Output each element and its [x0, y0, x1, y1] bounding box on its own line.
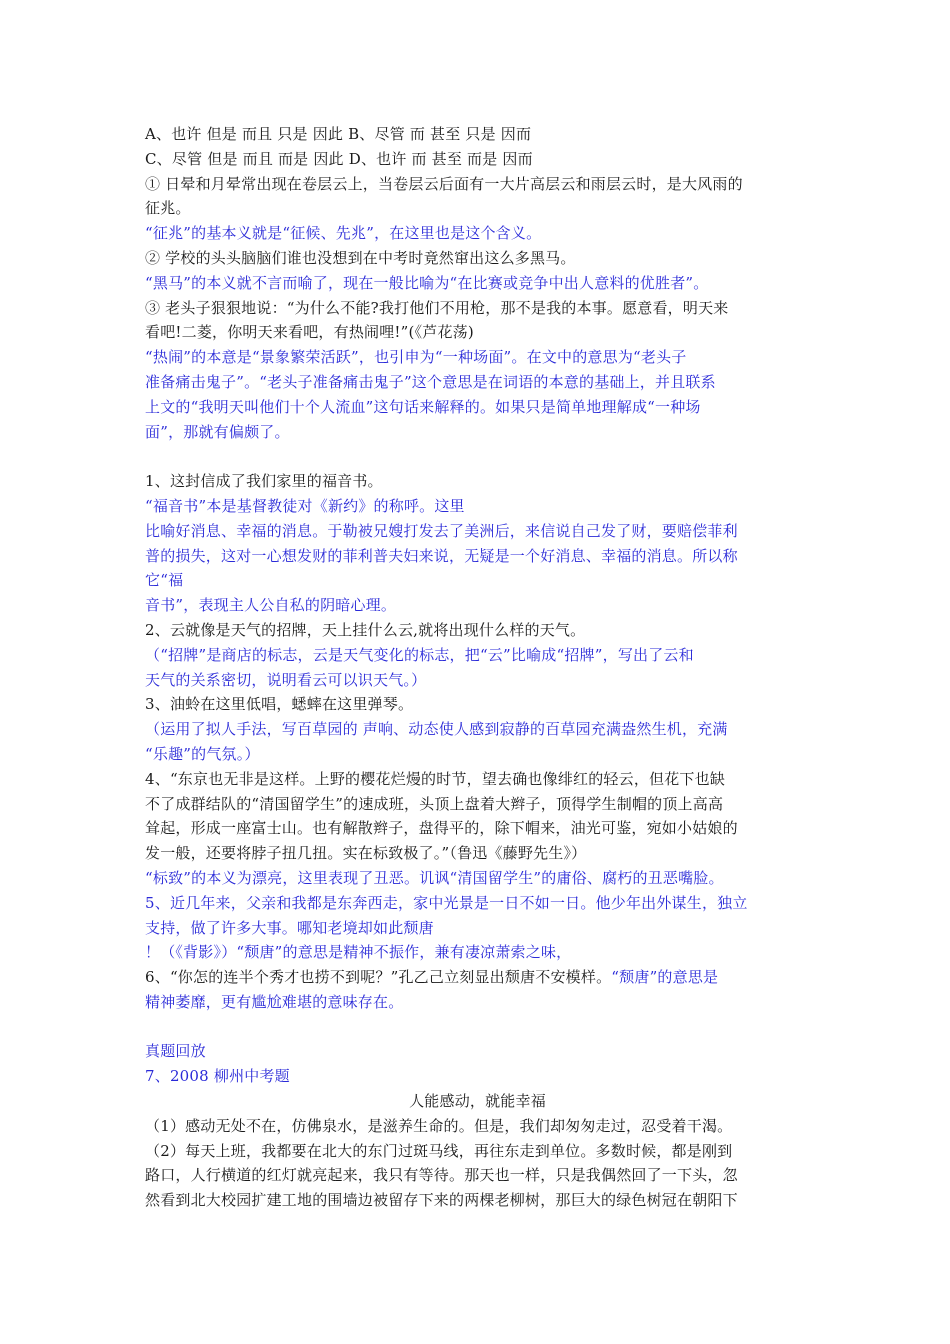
text-line: “热闹”的本意是“景象繁荣活跃”，也引申为“一种场面”。在文中的意思为“老头子 [145, 348, 687, 367]
text-line: A、也许 但是 而且 只是 因此 B、尽管 而 甚至 只是 因而 [145, 125, 532, 143]
text-line [145, 965, 810, 990]
text-line: 精神萎靡，更有尴尬难堪的意味存在。 [145, 992, 404, 1011]
blank-line [145, 444, 810, 469]
text-line: “乐趣”的气氛。） [145, 744, 260, 763]
text-line: 看吧!二菱，你明天来看吧，有热闹哩!”(《芦花荡) [145, 323, 474, 342]
text-line: 路口，人行横道的红灯就亮起来，我只有等待。那天也一样，只是我偶然回了一下头，忽 [145, 1166, 738, 1185]
text-line: 支持，做了许多大事。哪知老境却如此颓唐 [145, 918, 434, 937]
text-line: ③ 老头子狠狠地说：“为什么不能?我打他们不用枪，那不是我的本事。愿意看，明天来 [145, 298, 729, 317]
text-line: 音书”，表现主人公自私的阴暗心理。 [145, 596, 397, 615]
text-line: 上文的“我明天叫他们十个人流血”这句话来解释的。如果只是简单地理解成“一种场 [145, 397, 701, 416]
text-line: （“招牌”是商店的标志，云是天气变化的标志，把“云”比喻成“招牌”，写出了云和 [145, 645, 694, 664]
text-line: 面”，那就有偏颇了。 [145, 422, 290, 441]
text-line: 4、“东京也无非是这样。上野的樱花烂熳的时节，望去确也像绯红的轻云，但花下也缺 [145, 769, 726, 788]
blank-line [145, 1015, 810, 1040]
text-line: （运用了拟人手法，写百草园的 声响、动态使人感到寂静的百草园充满盎然生机，充满 [145, 720, 728, 739]
text-line: 征兆。 [145, 199, 191, 218]
text-line: “标致”的本义为漂亮，这里表现了丑恶。讥讽“清国留学生”的庸俗、腐朽的丑恶嘴脸。 [145, 868, 724, 887]
text-line: 比喻好消息、幸福的消息。于勒被兄嫂打发去了美洲后，来信说自己发了财，要赔偿菲利 [145, 521, 738, 540]
text-line: 7、2008 柳州中考题 [145, 1067, 290, 1086]
text-line: 真题回放 [145, 1042, 206, 1061]
text-line: 不了成群结队的“清国留学生”的速成班，头顶上盘着大辫子，顶得学生制帽的顶上高高 [145, 794, 724, 813]
text-line: C、尽管 但是 而且 而是 因此 D、也许 而 甚至 而是 因而 [145, 149, 533, 168]
text-line: ！（《背影》）“颓唐”的意思是精神不振作，兼有凄凉萧索之味， [145, 943, 572, 962]
text-line: “黑马”的本义就不言而喻了，现在一般比喻为“在比赛或竞争中出人意料的优胜者”。 [145, 273, 709, 292]
text-line: 然看到北大校园扩建工地的围墙边被留存下来的两棵老柳树，那巨大的绿色树冠在朝阳下 [145, 1191, 738, 1210]
text-line: 它“福 [145, 571, 184, 590]
text-line: 耸起，形成一座富士山。也有解散辫子，盘得平的，除下帽来，油光可鉴，宛如小姑娘的 [145, 819, 738, 838]
article-title: 人能感动，就能幸福 [409, 1092, 546, 1111]
text-line: 5、近几年来，父亲和我都是东奔西走，家中光景是一日不如一日。他少年出外谋生，独立 [145, 893, 748, 912]
text-line: 天气的关系密切，说明看云可以识天气。） [145, 670, 427, 689]
text-line: （2）每天上班，我都要在北大的东门过斑马线，再往东走到单位。多数时候，都是刚到 [145, 1141, 733, 1160]
text-line: ① 日晕和月晕常出现在卷层云上，当卷层云后面有一大片高层云和雨层云时，是大风雨的 [145, 174, 743, 193]
text-line: 发一般，还要将脖子扭几扭。实在标致极了。”（鲁迅《藤野先生》） [145, 844, 587, 863]
text-line: “征兆”的基本义就是“征候、先兆”，在这里也是这个含义。 [145, 224, 542, 243]
answer-segment: “颓唐”的意思是 [611, 968, 719, 987]
text-line: 准备痛击鬼子”。“老头子准备痛击鬼子”这个意思是在词语的本意的基础上，并且联系 [145, 372, 716, 391]
text-segment: 6、“你怎的连半个秀才也捞不到呢？”孔乙己立刻显出颓唐不安模样。 [145, 968, 612, 987]
text-line: 1、这封信成了我们家里的福音书。 [145, 472, 383, 491]
text-line: （1）感动无处不在，仿佛泉水，是滋养生命的。但是，我们却匆匆走过，忍受着干渴。 [145, 1116, 733, 1135]
document-page [145, 122, 810, 1213]
text-line: ② 学校的头头脑脑们谁也没想到在中考时竟然窜出这么多黑马。 [145, 248, 576, 267]
text-line: 3、油蛉在这里低唱，蟋蟀在这里弹琴。 [145, 695, 414, 714]
text-line: “福音书”本是基督教徒对《新约》的称呼。这里 [145, 496, 465, 515]
text-line: 普的损失，这对一心想发财的菲利普夫妇来说，无疑是一个好消息、幸福的消息。所以称 [145, 546, 738, 565]
text-line: 2、云就像是天气的招牌，天上挂什么云,就将出现什么样的天气。 [145, 620, 586, 639]
